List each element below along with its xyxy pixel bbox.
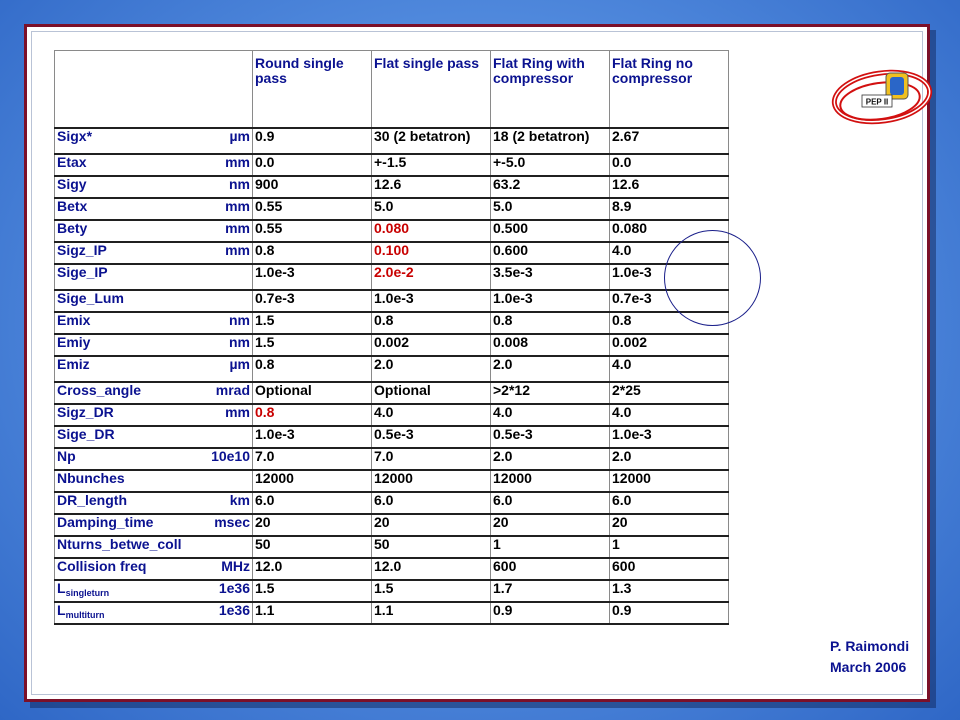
row-unit: mm: [225, 220, 250, 236]
table-cell: 12000: [253, 470, 372, 492]
row-label-cell: [55, 536, 253, 558]
table-cell: 63.2: [491, 176, 610, 198]
row-label-text: Bety: [57, 220, 88, 236]
table-cell: 2.0e-2: [372, 264, 491, 290]
row-label-text: Sige_Lum: [57, 290, 124, 306]
table-cell: 12.0: [372, 558, 491, 580]
table-cell: 1.5: [253, 312, 372, 334]
row-label: [57, 243, 107, 258]
table-cell: 0.080: [372, 220, 491, 242]
row-label-cell: [55, 492, 253, 514]
table-row: [55, 602, 729, 624]
row-label-cell: [55, 176, 253, 198]
column-header: Flat Ring with compressor: [491, 51, 610, 129]
row-label: [57, 537, 181, 552]
table-cell: 1.0e-3: [372, 290, 491, 312]
row-label-text: Sigz_DR: [57, 404, 114, 420]
row-label: [57, 129, 92, 144]
table-row: [55, 154, 729, 176]
table-cell: 2.0: [491, 448, 610, 470]
table-cell: 20: [372, 514, 491, 536]
table-cell: 4.0: [491, 404, 610, 426]
row-label-cell: [55, 470, 253, 492]
table-row: [55, 334, 729, 356]
row-label-text: Emiz: [57, 356, 90, 372]
row-label-text: Np: [57, 448, 76, 464]
row-label-text: L: [57, 602, 66, 618]
row-label: [57, 291, 124, 306]
table-cell: 12000: [491, 470, 610, 492]
table-cell: 1.3: [610, 580, 729, 602]
author-block: [830, 636, 909, 678]
row-label-text: Etax: [57, 154, 87, 170]
table-cell: 0.55: [253, 220, 372, 242]
table-cell: 0.8: [253, 356, 372, 382]
table-cell: 600: [491, 558, 610, 580]
row-label-cell: [55, 242, 253, 264]
table-cell: 0.5e-3: [372, 426, 491, 448]
table-cell: 30 (2 betatron): [372, 128, 491, 154]
row-label-cell: [55, 514, 253, 536]
table-cell: Optional: [372, 382, 491, 404]
table-cell: 1: [491, 536, 610, 558]
table-cell: 6.0: [372, 492, 491, 514]
row-label-text: Nturns_betwe_coll: [57, 536, 182, 552]
table-cell: 0.7e-3: [253, 290, 372, 312]
table-row: [55, 198, 729, 220]
table-cell: 4.0: [610, 242, 729, 264]
row-unit: µm: [229, 356, 250, 372]
table-cell: 0.080: [610, 220, 729, 242]
row-label-cell: [55, 382, 253, 404]
table-cell: 1.0e-3: [610, 426, 729, 448]
row-label-cell: [55, 154, 253, 176]
table-cell: 900: [253, 176, 372, 198]
table-cell: 2*25: [610, 382, 729, 404]
row-label-text: Emiy: [57, 334, 91, 350]
table-cell: 1.5: [253, 580, 372, 602]
table-cell: 0.8: [253, 404, 372, 426]
table-cell: 6.0: [491, 492, 610, 514]
table-row: [55, 176, 729, 198]
row-label-text: Sigy: [57, 176, 87, 192]
row-label: [57, 449, 76, 464]
row-label-text: Cross_angle: [57, 382, 142, 398]
row-label-cell: [55, 334, 253, 356]
table-cell: 7.0: [253, 448, 372, 470]
table-cell: 0.0: [610, 154, 729, 176]
row-label-text: L: [57, 580, 66, 596]
row-label-text: Betx: [57, 198, 88, 214]
row-label: [57, 335, 90, 350]
row-unit: 1e36: [218, 580, 250, 596]
logo-text: PEP II: [865, 97, 889, 107]
pep-ii-ring-logo-icon: [828, 57, 936, 133]
row-unit: km: [229, 492, 250, 508]
author-date: March 2006: [830, 659, 907, 675]
table-cell: 0.55: [253, 198, 372, 220]
table-cell: >2*12: [491, 382, 610, 404]
table-cell: 0.8: [491, 312, 610, 334]
row-label: [57, 177, 87, 192]
table-cell: Optional: [253, 382, 372, 404]
row-unit: µm: [229, 128, 250, 144]
row-unit: mm: [225, 404, 250, 420]
row-label: [57, 383, 141, 398]
row-label: [57, 313, 90, 328]
row-unit: msec: [214, 514, 250, 530]
row-unit: mm: [225, 242, 250, 258]
table-cell: 2.0: [610, 448, 729, 470]
row-unit: nm: [229, 176, 250, 192]
table-cell: 1.0e-3: [491, 290, 610, 312]
table-cell: 0.5e-3: [491, 426, 610, 448]
table-cell: 0.9: [253, 128, 372, 154]
table-cell: 1.1: [253, 602, 372, 624]
table-row: [55, 580, 729, 602]
table-cell: 0.8: [253, 242, 372, 264]
table-row: [55, 514, 729, 536]
table-cell: 12.6: [372, 176, 491, 198]
table-row: [55, 356, 729, 382]
table-cell: 0.002: [372, 334, 491, 356]
table-cell: 1.7: [491, 580, 610, 602]
row-label-cell: [55, 356, 253, 382]
column-header: [55, 51, 253, 129]
parameter-table: [54, 50, 729, 625]
table-cell: 12000: [372, 470, 491, 492]
column-header: Flat Ring no compressor: [610, 51, 729, 129]
table-row: [55, 536, 729, 558]
table-row: [55, 290, 729, 312]
row-label-cell: [55, 264, 253, 290]
row-label-cell: [55, 404, 253, 426]
table-header-row: [55, 51, 729, 129]
table-cell: 6.0: [253, 492, 372, 514]
table-cell: 20: [253, 514, 372, 536]
table-cell: 0.7e-3: [610, 290, 729, 312]
table-cell: 1.5: [253, 334, 372, 356]
table-row: [55, 448, 729, 470]
row-unit: mm: [225, 198, 250, 214]
table-cell: 12000: [610, 470, 729, 492]
slide: [24, 24, 930, 702]
row-unit: MHz: [221, 558, 250, 574]
table-cell: 4.0: [610, 404, 729, 426]
table-cell: 0.9: [491, 602, 610, 624]
table-cell: 0.0: [253, 154, 372, 176]
table-cell: 0.008: [491, 334, 610, 356]
row-label: [57, 265, 108, 280]
row-label-text: DR_length: [57, 492, 127, 508]
table-cell: 600: [610, 558, 729, 580]
row-unit: mm: [225, 154, 250, 170]
column-header: Flat single pass: [372, 51, 491, 129]
row-unit: 1e36: [218, 602, 250, 618]
row-label-cell: [55, 580, 253, 602]
table-row: [55, 470, 729, 492]
table-cell: 3.5e-3: [491, 264, 610, 290]
row-label: [57, 603, 105, 623]
table-cell: 6.0: [610, 492, 729, 514]
row-label-cell: [55, 426, 253, 448]
row-label-cell: [55, 558, 253, 580]
table-row: [55, 220, 729, 242]
table-cell: 1.0e-3: [610, 264, 729, 290]
author-name: P. Raimondi: [830, 638, 910, 654]
row-label-subscript: multiturn: [65, 610, 105, 620]
table-row: [55, 312, 729, 334]
row-label: [57, 493, 127, 508]
table-cell: 2.67: [610, 128, 729, 154]
row-label-cell: [55, 312, 253, 334]
table-row: [55, 492, 729, 514]
row-label-text: Sigx*: [57, 128, 93, 144]
table-row: [55, 558, 729, 580]
table-cell: 2.0: [372, 356, 491, 382]
row-label-text: Sige_DR: [57, 426, 115, 442]
row-unit: 10e10: [211, 448, 250, 464]
table-cell: 18 (2 betatron): [491, 128, 610, 154]
table-cell: 12.0: [253, 558, 372, 580]
table-cell: 2.0: [491, 356, 610, 382]
row-label-cell: [55, 198, 253, 220]
row-unit: nm: [229, 312, 250, 328]
row-label: [57, 515, 153, 530]
table-cell: 1: [610, 536, 729, 558]
row-label-cell: [55, 290, 253, 312]
row-unit: mrad: [215, 382, 250, 398]
table-cell: 1.1: [372, 602, 491, 624]
row-label: [57, 405, 114, 420]
table-cell: +-1.5: [372, 154, 491, 176]
table-cell: 20: [491, 514, 610, 536]
table-cell: 4.0: [610, 356, 729, 382]
row-label-text: Sige_IP: [57, 264, 108, 280]
table-cell: 1.5: [372, 580, 491, 602]
table-cell: 0.8: [372, 312, 491, 334]
row-label: [57, 199, 87, 214]
table-cell: 5.0: [372, 198, 491, 220]
table-cell: 0.8: [610, 312, 729, 334]
row-label-cell: [55, 602, 253, 624]
row-label-text: Nbunches: [57, 470, 125, 486]
row-label: [57, 357, 90, 372]
table-row: [55, 404, 729, 426]
hand-drawn-circle-icon: [664, 230, 761, 326]
row-label-text: Sigz_IP: [57, 242, 107, 258]
row-label: [57, 427, 115, 442]
table-cell: 20: [610, 514, 729, 536]
table-cell: 1.0e-3: [253, 426, 372, 448]
table-cell: 0.9: [610, 602, 729, 624]
table-cell: 1.0e-3: [253, 264, 372, 290]
table-cell: 12.6: [610, 176, 729, 198]
row-label-cell: [55, 128, 253, 154]
table-row: [55, 242, 729, 264]
table-cell: 4.0: [372, 404, 491, 426]
table-cell: 7.0: [372, 448, 491, 470]
table-cell: 50: [253, 536, 372, 558]
row-label-subscript: singleturn: [65, 588, 110, 598]
row-label: [57, 155, 87, 170]
row-label-cell: [55, 220, 253, 242]
table-cell: 50: [372, 536, 491, 558]
column-header: Round single pass: [253, 51, 372, 129]
row-unit: nm: [229, 334, 250, 350]
table-row: [55, 264, 729, 290]
table-cell: 0.002: [610, 334, 729, 356]
row-label-text: Damping_time: [57, 514, 154, 530]
table-cell: 0.100: [372, 242, 491, 264]
table-cell: 0.600: [491, 242, 610, 264]
row-label-text: Emix: [57, 312, 91, 328]
table-cell: 5.0: [491, 198, 610, 220]
table-cell: 0.500: [491, 220, 610, 242]
table-cell: 8.9: [610, 198, 729, 220]
table-row: [55, 382, 729, 404]
row-label: [57, 581, 109, 601]
table-cell: +-5.0: [491, 154, 610, 176]
row-label: [57, 221, 87, 236]
row-label-cell: [55, 448, 253, 470]
row-label-text: Collision freq: [57, 558, 147, 574]
table-row: [55, 426, 729, 448]
row-label: [57, 559, 146, 574]
table-row: [55, 128, 729, 154]
row-label: [57, 471, 125, 486]
